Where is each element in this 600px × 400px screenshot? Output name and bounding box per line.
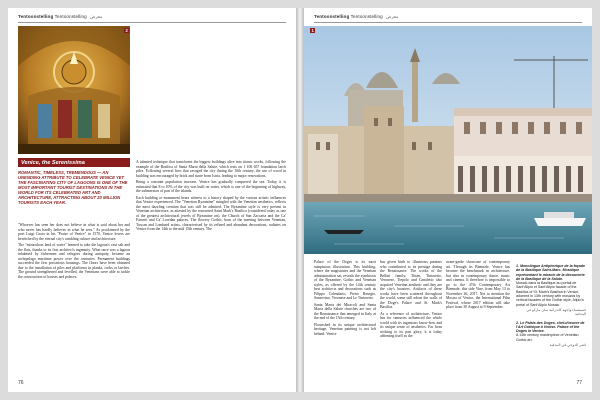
left-page xyxy=(8,8,296,392)
left-column-1 xyxy=(18,223,130,383)
section-title: Venice, the Serenissima xyxy=(18,158,130,167)
right-column-2 xyxy=(380,260,442,384)
paragraph: Flourished in its unique architectural heritage, Venetian painting is not left behind. Venice xyxy=(314,322,376,336)
photo-number: 1 xyxy=(311,28,314,33)
running-head: Tentoonstelling Tentoonstelling معرض xyxy=(314,14,399,19)
paragraph: has given birth to illustrious painters who contributed to its prestige during the Renaissance. The works of the Bellini family, Titian, Tintoretto, Veronese, Tiepolo and Canaletto also acquired Venetian aesthetic and they are the city's boasters. Artifacts of these works have been scattered throughout the world, some still adorn the walls of the Doge's Palace and St. Mark's Basilica. xyxy=(380,260,442,309)
book-gutter xyxy=(296,8,304,392)
mosaic-photo xyxy=(18,26,130,154)
photo-captions xyxy=(516,264,586,351)
right-column-1 xyxy=(314,260,376,384)
caption-body: Mosaic dans la Basilique au portail de Sant'Alipio et Sant'Alipio facade of the Basilica of St. Mark's Basilica in Venice, adorned in 13th century with mosaics by vertical facades of the Gothic style, Alipio's portal of Sant'Alipio Mosaic. xyxy=(516,281,584,307)
caption-title: 1. Monolingue Antiphorique de la façade de la Basilique Saint-Marc. Mosaïque représentant le miracle de la découverte de la Basilique de la Salute. xyxy=(516,264,585,281)
photo-number: 2 xyxy=(125,28,128,33)
right-column-3 xyxy=(446,260,510,384)
paragraph: avant-garde showcase of contemporary art. Through its Biennale, Venice has become the benchmark in architecture, but also in contemporary dance, music and cinema. It therefore is impossible to go to the 47th Contemporary Art Biennale, this side Vine, from May 13 to November 26, 2017. Not to mention the Mostra of Venice, the International Film Festival, whose 2017 edition will take place from 30 August to 9 September. xyxy=(446,260,510,309)
right-page xyxy=(304,8,592,392)
paragraph: "Whoever has seen her does not believe in what is said about her and who never has hardly believes in what he sees." As proclaimed by the poet Luigi Groto in his "Praise of Venice" in 1570, Venice lovers are bewitched by the eternal city's rambling culture and architecture. xyxy=(18,223,130,241)
paragraph: The "miraculous land of water" learned to take the lagoon's vast salt and the flats, thanks to its first architect's ingenuity. What once was a lagoon inhabited by fishermen and refugees during antiquity, became an archipelago maritime power over the centuries. Permanent buildings succeeded the first precarious housings. The floors have been obtained due to the installation of piles and platforms in planks, rocks or larches. The ground strengthened and levelled, the Venetians were able to tackle the construction of houses and palaces. xyxy=(18,243,130,279)
paragraph: Being a constant population increase, Venice has gradually conquered the sea. Today, it is estimated that 8 to 10% of the city was built on water, which is one of the beginning of highway, the submersion of part of the islands. xyxy=(136,180,286,193)
caption xyxy=(516,321,586,348)
caption-arabic: قصر الدوجي في البندقية xyxy=(549,343,586,348)
venice-photo xyxy=(304,26,592,254)
intro-text: ROMANTIC, TIMELESS, TREMENDOUS — AN UNENDING ATTRIBUTE TO CELEBRATE VENICE YET THE FASCINATING CITY OF LAGOONS IS ONE OF THE MOST IMPORTANT TOURIST DESTINATIONS IN THE WORLD FOR ITS CELEBRATED ART AND ARCHITECTURE, ATTRACTING ABOUT 20 MILLION TOURISTS EACH YEAR. xyxy=(18,170,128,205)
page-number: 76 xyxy=(18,380,24,386)
paragraph: Palace of the Doges is its most sumptuous illustration. This building, where the magistrates and the Venetian administration sat, reveals the symbiosis of the Byzantine, Gothic and Venetian styles, as offered by the 14th century best architects and decorations such as Filippo Calendario, Pietro Basegio, Sansovino, Veronese and Le Tintoretto. xyxy=(314,260,376,300)
caption-body: A 14th century masterpiece of Venetian Gothic art. xyxy=(516,333,579,342)
header-rule xyxy=(18,22,286,23)
caption xyxy=(516,264,586,317)
header-rule xyxy=(314,22,582,23)
paragraph: A talented technique that transforms the biggest buildings alive into titanic works, following the example of the Basilica of Santa Maria della Salute, which rests on 1 106 657 foundation larch piles. Following several fires that ravaged the city during the 10th century, the use of wood in building was encouraged by brick and stone from Istria, leading to major renovations. xyxy=(136,160,286,178)
page-number: 77 xyxy=(576,380,582,386)
paragraph: Each building or monument bears witness to a history shaped by the various artistic influences that Venice experienced. The "Venetian Byzantine" mingled with the Venetian aesthetics, reflects the most dazzling creation that was still be admired. The Byzantine style is very present in Venetian architecture, as attested by the renowned Saint Mark's Basilica (considered today as one of the greatest architectural jewels of Byzantine art), the Church of San Zaccaria and the Ca' Farsetti and Ca' Loredan palaces. The flowery Gothic, born of the meeting between Venetian, Tuscan and Lombard artists, characterised by its refined and abundant decorations, radiates on Venice from the 14th to the mid 15th century. The xyxy=(136,195,286,231)
left-column-2 xyxy=(136,160,286,382)
paragraph: As a reference of architecture, Venice has for centuries influenced the whole world with its ingenious know-how and its unique sense of aesthetics. Far from sticking to its past glory, it is today affirming itself as the xyxy=(380,311,442,338)
caption-arabic: فسيفساء واجهة كاتدرائية سان ماركو في البندقية xyxy=(526,307,586,317)
caption-title: 2. Le Palais des Doges, chef-d'œuvre de l'Art Gothique à Venise. Palace of the Doges in Venice. xyxy=(516,320,585,334)
paragraph: Santa Maria dei Miracoli and Santa Maria della Salute churches are two of the Renaissance that emerged in Italy at the end of the 15th century. xyxy=(314,302,376,320)
running-head: Tentoonstelling Tentoonstelling معرض xyxy=(18,14,103,19)
